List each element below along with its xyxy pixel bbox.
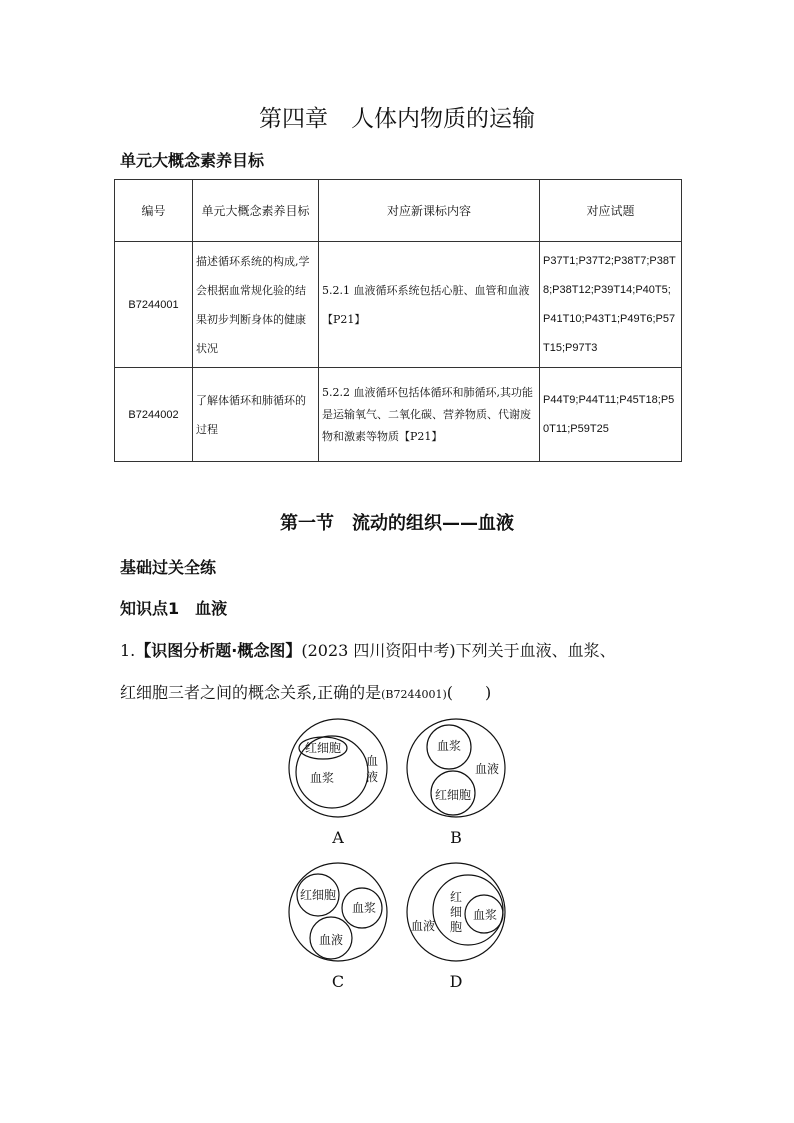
option-b-letter: B <box>450 828 462 847</box>
knowledge-point-heading: 知识点1 血液 <box>120 599 228 618</box>
option-c-diagram[interactable] <box>288 862 388 962</box>
chapter-title: 第四章 人体内物质的运输 <box>259 106 535 132</box>
option-c-letter: C <box>331 972 345 991</box>
label-red-blood-cell: 红细胞 <box>304 741 342 755</box>
question-number: 1. <box>120 641 136 660</box>
question-text-2: 红细胞三者之间的概念关系,正确的是 <box>120 683 382 702</box>
option-a-diagram[interactable] <box>288 718 388 818</box>
row-code: B7244001 <box>115 242 193 368</box>
label-blood: 血液 <box>318 933 344 947</box>
table-row <box>115 368 682 462</box>
question-line-1 <box>120 638 616 661</box>
label-plasma: 血浆 <box>472 908 498 922</box>
label-red-char-2: 细 <box>449 905 463 919</box>
label-plasma: 血浆 <box>436 739 462 753</box>
label-plasma: 血浆 <box>351 901 377 915</box>
goals-table <box>114 179 682 462</box>
option-c-svg <box>288 862 388 962</box>
section-title: 第一节 流动的组织——血液 <box>280 513 514 534</box>
label-red-char-3: 胞 <box>449 920 463 934</box>
header-code: 编号 <box>115 180 193 242</box>
question-code: (B7244001) <box>381 688 447 701</box>
unit-heading: 单元大概念素养目标 <box>120 151 265 170</box>
question-text-1: 下列关于血液、血浆、 <box>455 641 616 660</box>
row-standard: 5.2.1 血液循环系统包括心脏、血管和血液【P21】 <box>319 242 540 368</box>
answer-blank[interactable]: ( ) <box>446 683 492 702</box>
header-items: 对应试题 <box>540 180 682 242</box>
practice-heading: 基础过关全练 <box>120 558 217 577</box>
row-items: P37T1;P37T2;P38T7;P38T8;P38T12;P39T14;P40T5;P41T10;P43T1;P49T6;P57T15;P97T3 <box>540 242 682 368</box>
option-d-letter: D <box>449 972 463 991</box>
label-blood: 血液 <box>410 919 436 933</box>
question-source: (2023 四川资阳中考) <box>301 641 456 660</box>
option-a-svg <box>288 718 388 818</box>
option-d-diagram[interactable] <box>406 862 506 962</box>
row-goal: 描述循环系统的构成,学会根据血常规化验的结果初步判断身体的健康状况 <box>193 242 319 368</box>
option-b-diagram[interactable] <box>406 718 506 818</box>
label-red-blood-cell: 红细胞 <box>299 888 337 902</box>
question-tag: 【识图分析题·概念图】 <box>135 641 302 660</box>
label-red-char-1: 红 <box>449 890 463 904</box>
row-goal: 了解体循环和肺循环的过程 <box>193 368 319 462</box>
row-code: B7244002 <box>115 368 193 462</box>
option-d-svg <box>406 862 506 962</box>
label-blood-1: 血 <box>365 754 379 768</box>
header-standard: 对应新课标内容 <box>319 180 540 242</box>
table-row <box>115 242 682 368</box>
label-blood-2: 液 <box>365 770 379 784</box>
question-line-2 <box>120 680 491 703</box>
label-blood: 血液 <box>474 762 500 776</box>
table-header-row <box>115 180 682 242</box>
label-plasma: 血浆 <box>309 771 335 785</box>
row-standard: 5.2.2 血液循环包括体循环和肺循环,其功能是运输氧气、二氧化碳、营养物质、代谢废物和激素等物质【P21】 <box>319 368 540 462</box>
row-items: P44T9;P44T11;P45T18;P50T11;P59T25 <box>540 368 682 462</box>
option-a-letter: A <box>332 828 344 847</box>
label-red-blood-cell: 红细胞 <box>434 788 472 802</box>
header-goal: 单元大概念素养目标 <box>193 180 319 242</box>
option-b-svg <box>406 718 506 818</box>
